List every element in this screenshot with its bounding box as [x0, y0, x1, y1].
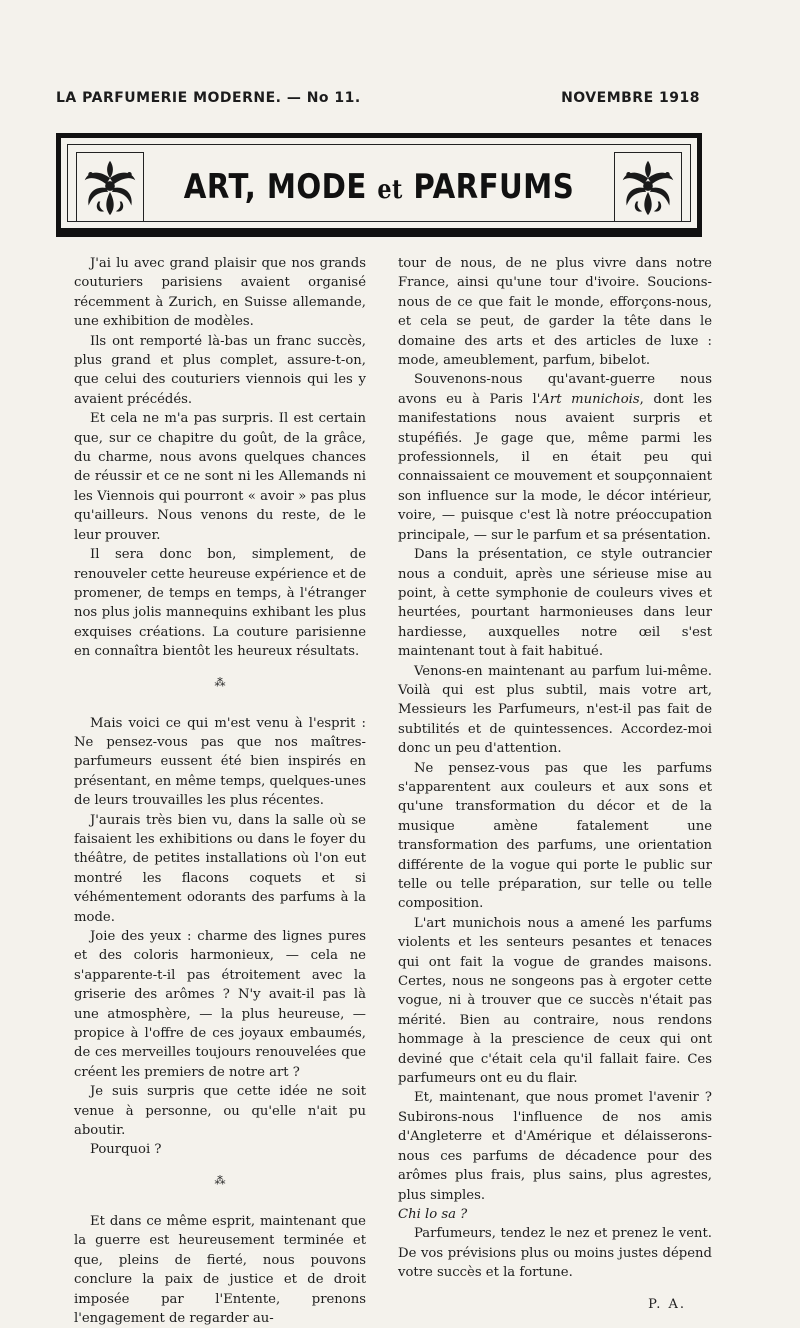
paragraph: Mais voici ce qui m'est venu à l'esprit : Ne pensez-vous pas que nos maîtres-parfumeurs eussent été bien inspirés en présentant, en même temps, quelques-unes de leurs trouvailles les plus récentes. [74, 715, 366, 809]
paragraph: Venons-en maintenant au parfum lui-même. Voilà qui est plus subtil, mais votre art, Messieurs les Parfumeurs, n'est-il pas fait de subtilités et de quintessences. Accordez-moi donc un peu d'attention. [398, 663, 712, 757]
paragraph: Et dans ce même esprit, maintenant que la guerre est heureusement terminée et que, pleins de fierté, nous pouvons conclure la paix de justice et de droit imposée par l'Entente, prenons l'engagement de regarder au- [74, 1213, 366, 1326]
title-end: PARFUMS [413, 167, 575, 207]
title-main: ART, MODE [183, 167, 367, 207]
text-run: Souvenons-nous qu'avant-guerre nous avons eu à Paris l' [398, 372, 712, 407]
paragraph: Joie des yeux : charme des lignes pures et des coloris harmonieux, — cela ne s'apparente-t-il pas étroitement avec la griserie des arômes ? N'y avait-il pas là une atmosphère, — la plus heureuse, — propice à l'offre de ces joyaux embaumés, de ces merveilles toujours renouvelées que créent les premiers de notre art ? [74, 929, 366, 1080]
article-column-left [74, 254, 366, 1328]
italic-phrase: Chi lo sa ? [398, 1206, 468, 1222]
author-signature: P. A. [648, 1296, 686, 1312]
section-banner [56, 133, 702, 237]
banner-inner-frame [67, 144, 691, 222]
paragraph: J'aurais très bien vu, dans la salle où se faisaient les exhibitions ou dans le foyer du théâtre, de petites installations où l'on eut montré les flacons coquets et si véhémentement odorants des parfums à la mode. [74, 812, 366, 925]
asterism-divider: ⁂ [214, 1173, 226, 1187]
paragraph [398, 1205, 712, 1224]
paragraph: Il sera donc bon, simplement, de renouveler cette heureuse expérience et de promener, de temps en temps, à l'étranger nos plus jolis mannequins exhibant les plus exquises créations. La couture parisienne en connaîtra bientôt les heureux résultats. [74, 547, 366, 660]
floral-fleuron-icon [614, 152, 682, 222]
article-column-right [398, 254, 712, 1314]
paragraph: J'ai lu avec grand plaisir que nos grands couturiers parisiens avaient organisé récemment à Zurich, en Suisse allemande, une exhibition de modèles. [74, 256, 366, 330]
issue-date: NOVEMBRE 1918 [561, 90, 700, 106]
section-title [112, 167, 647, 207]
paragraph: Pourquoi ? [90, 1142, 162, 1158]
paragraph: Et cela ne m'a pas surpris. Il est certain que, sur ce chapitre du goût, de la grâce, du charme, nous avons quelques chances de réussir et ce ne sont ni les Allemands ni les Viennois qui pourront « avoir » pas plus qu'ailleurs. Nous venons du reste, de le leur prouver. [74, 411, 366, 543]
paragraph [398, 370, 712, 545]
italic-term: Art munichois [540, 391, 640, 407]
paragraph: L'art munichois nous a amené les parfums violents et les senteurs pesantes et tenaces qui ont fait la vogue de grandes maisons. Certes, nous ne songeons pas à ergoter cette vogue, ni à trouver que ce succès n'était pas mérité. Bien au contraire, nous rendons hommage à la prescience de ceux qui ont deviné que c'était cela qu'il fallait faire. Ces parfumeurs ont eu du flair. [398, 915, 712, 1087]
paragraph: Dans la présentation, ce style outrancier nous a conduit, après une sérieuse mise au point, à cette symphonie de couleurs vives et heurtées, pourtant harmonieuses dans leur hardiesse, auxquelles notre œil s'est maintenant tout à fait habitué. [398, 547, 712, 660]
title-et: et [377, 175, 403, 205]
text-run: , dont les manifestations nous avaient surpris et stupéfiés. Je gage que, même parmi les professionnels, il en était peu qui connaissaient ce mouvement et soupçonnaient son influence sur la mode, le décor intérieur, voire, — puisque c'est là notre préoccupation principale, — sur le parfum et sa présentation. [398, 391, 712, 543]
paragraph: Parfumeurs, tendez le nez et prenez le vent. De vos prévisions plus ou moins justes dépend votre succès et la fortune. [398, 1226, 712, 1281]
asterism-divider: ⁂ [214, 675, 226, 689]
paragraph: Ne pensez-vous pas que les parfums s'apparentent aux couleurs et aux sons et qu'une transformation du décor et de la musique amène fatalement une transformation des parfums, une orientation différente de la vogue qui porte le public sur telle ou telle préparation, sur telle ou telle composition. [398, 760, 712, 912]
paragraph: tour de nous, de ne plus vivre dans notre France, ainsi qu'une tour d'ivoire. Soucions-nous de ce que fait le monde, efforçons-nous, et cela se peut, de garder la tête dans le domaine des arts et des articles de luxe : mode, ameublement, parfum, bibelot. [398, 256, 712, 369]
paragraph: Et, maintenant, que nous promet l'avenir ? Subirons-nous l'influence de nos amis d'Angleterre et d'Amérique et délaisserons-nous ces parfums de décadence pour des arômes plus frais, plus sains, plus agrestes, plus simples. [398, 1090, 712, 1203]
paragraph: Je suis surpris que cette idée ne soit venue à personne, ou qu'elle n'ait pu aboutir. [74, 1084, 366, 1139]
journal-title: LA PARFUMERIE MODERNE. — No 11. [56, 90, 361, 106]
paragraph: Ils ont remporté là-bas un franc succès, plus grand et plus complet, assure-t-on, que celui des couturiers viennois qui les y avaient précédés. [74, 333, 366, 407]
